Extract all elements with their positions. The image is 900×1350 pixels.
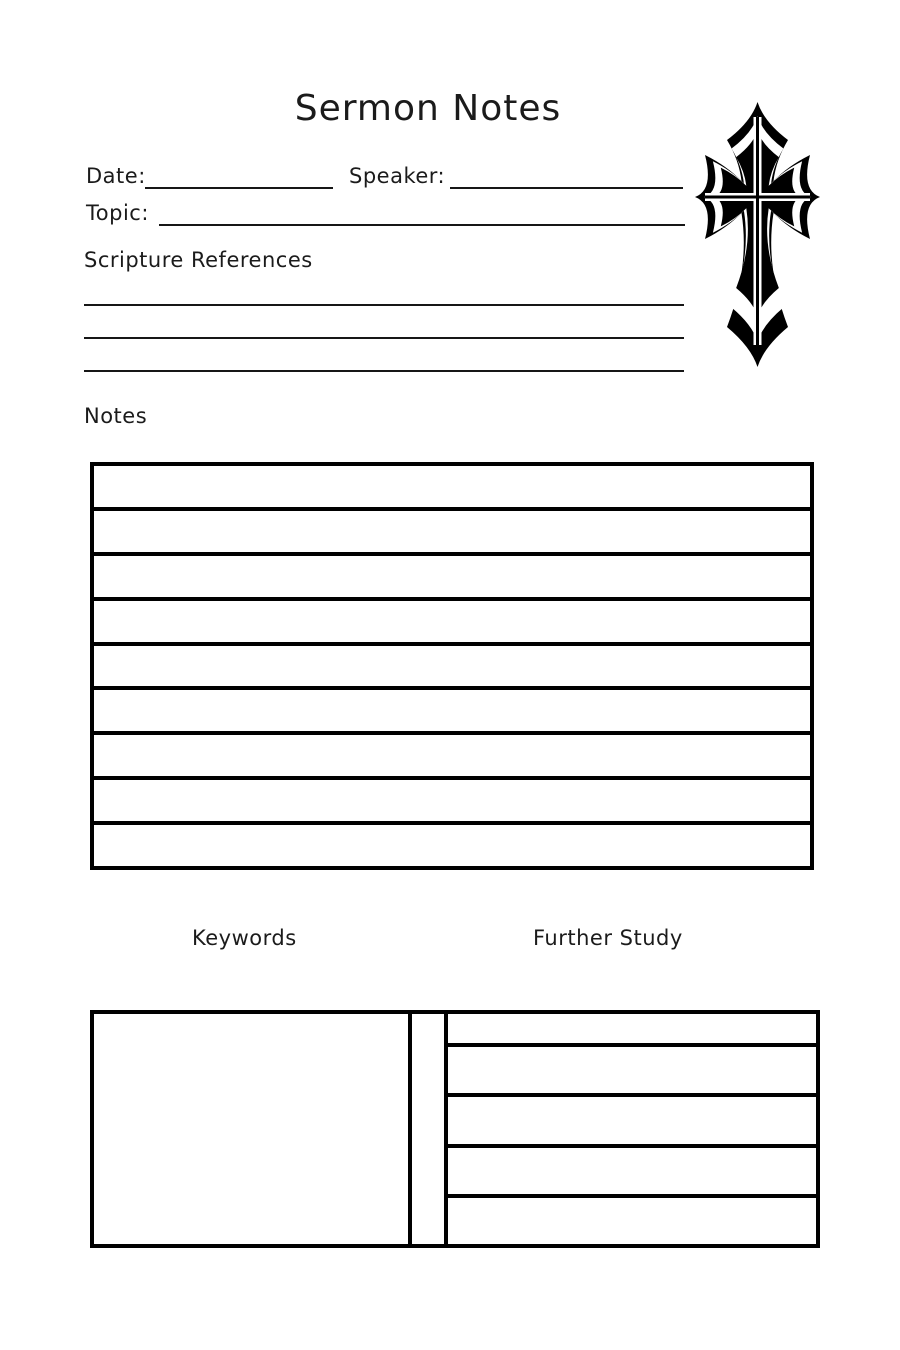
further-study-row[interactable]: [448, 1047, 816, 1097]
speaker-label: Speaker:: [349, 164, 446, 188]
notes-row[interactable]: [94, 511, 810, 556]
further-study-rows: [448, 1014, 816, 1244]
notes-row[interactable]: [94, 556, 810, 601]
bottom-table: [90, 1010, 820, 1248]
topic-blank-line[interactable]: [159, 206, 685, 226]
cross-icon: [695, 102, 820, 367]
keywords-heading: Keywords: [192, 926, 297, 950]
scripture-line[interactable]: [84, 306, 684, 339]
page-title: Sermon Notes: [294, 88, 562, 129]
scripture-line[interactable]: [84, 339, 684, 372]
further-study-row[interactable]: [448, 1014, 816, 1047]
topic-label: Topic:: [86, 201, 149, 225]
keywords-box[interactable]: [94, 1014, 412, 1244]
divider-column: [412, 1014, 448, 1244]
notes-row[interactable]: [94, 735, 810, 780]
scripture-heading: Scripture References: [84, 248, 313, 272]
notes-row[interactable]: [94, 825, 810, 866]
speaker-blank-line[interactable]: [450, 169, 683, 189]
scripture-line[interactable]: [84, 273, 684, 306]
notes-row[interactable]: [94, 646, 810, 691]
notes-row[interactable]: [94, 780, 810, 825]
further-study-row[interactable]: [448, 1198, 816, 1244]
date-blank-line[interactable]: [145, 169, 333, 189]
further-study-row[interactable]: [448, 1148, 816, 1198]
notes-table: [90, 462, 814, 870]
notes-row[interactable]: [94, 690, 810, 735]
notes-row[interactable]: [94, 466, 810, 511]
further-study-row[interactable]: [448, 1097, 816, 1147]
scripture-lines: [84, 273, 684, 372]
notes-row[interactable]: [94, 601, 810, 646]
date-label: Date:: [86, 164, 146, 188]
notes-heading: Notes: [84, 404, 148, 428]
further-study-heading: Further Study: [533, 926, 683, 950]
